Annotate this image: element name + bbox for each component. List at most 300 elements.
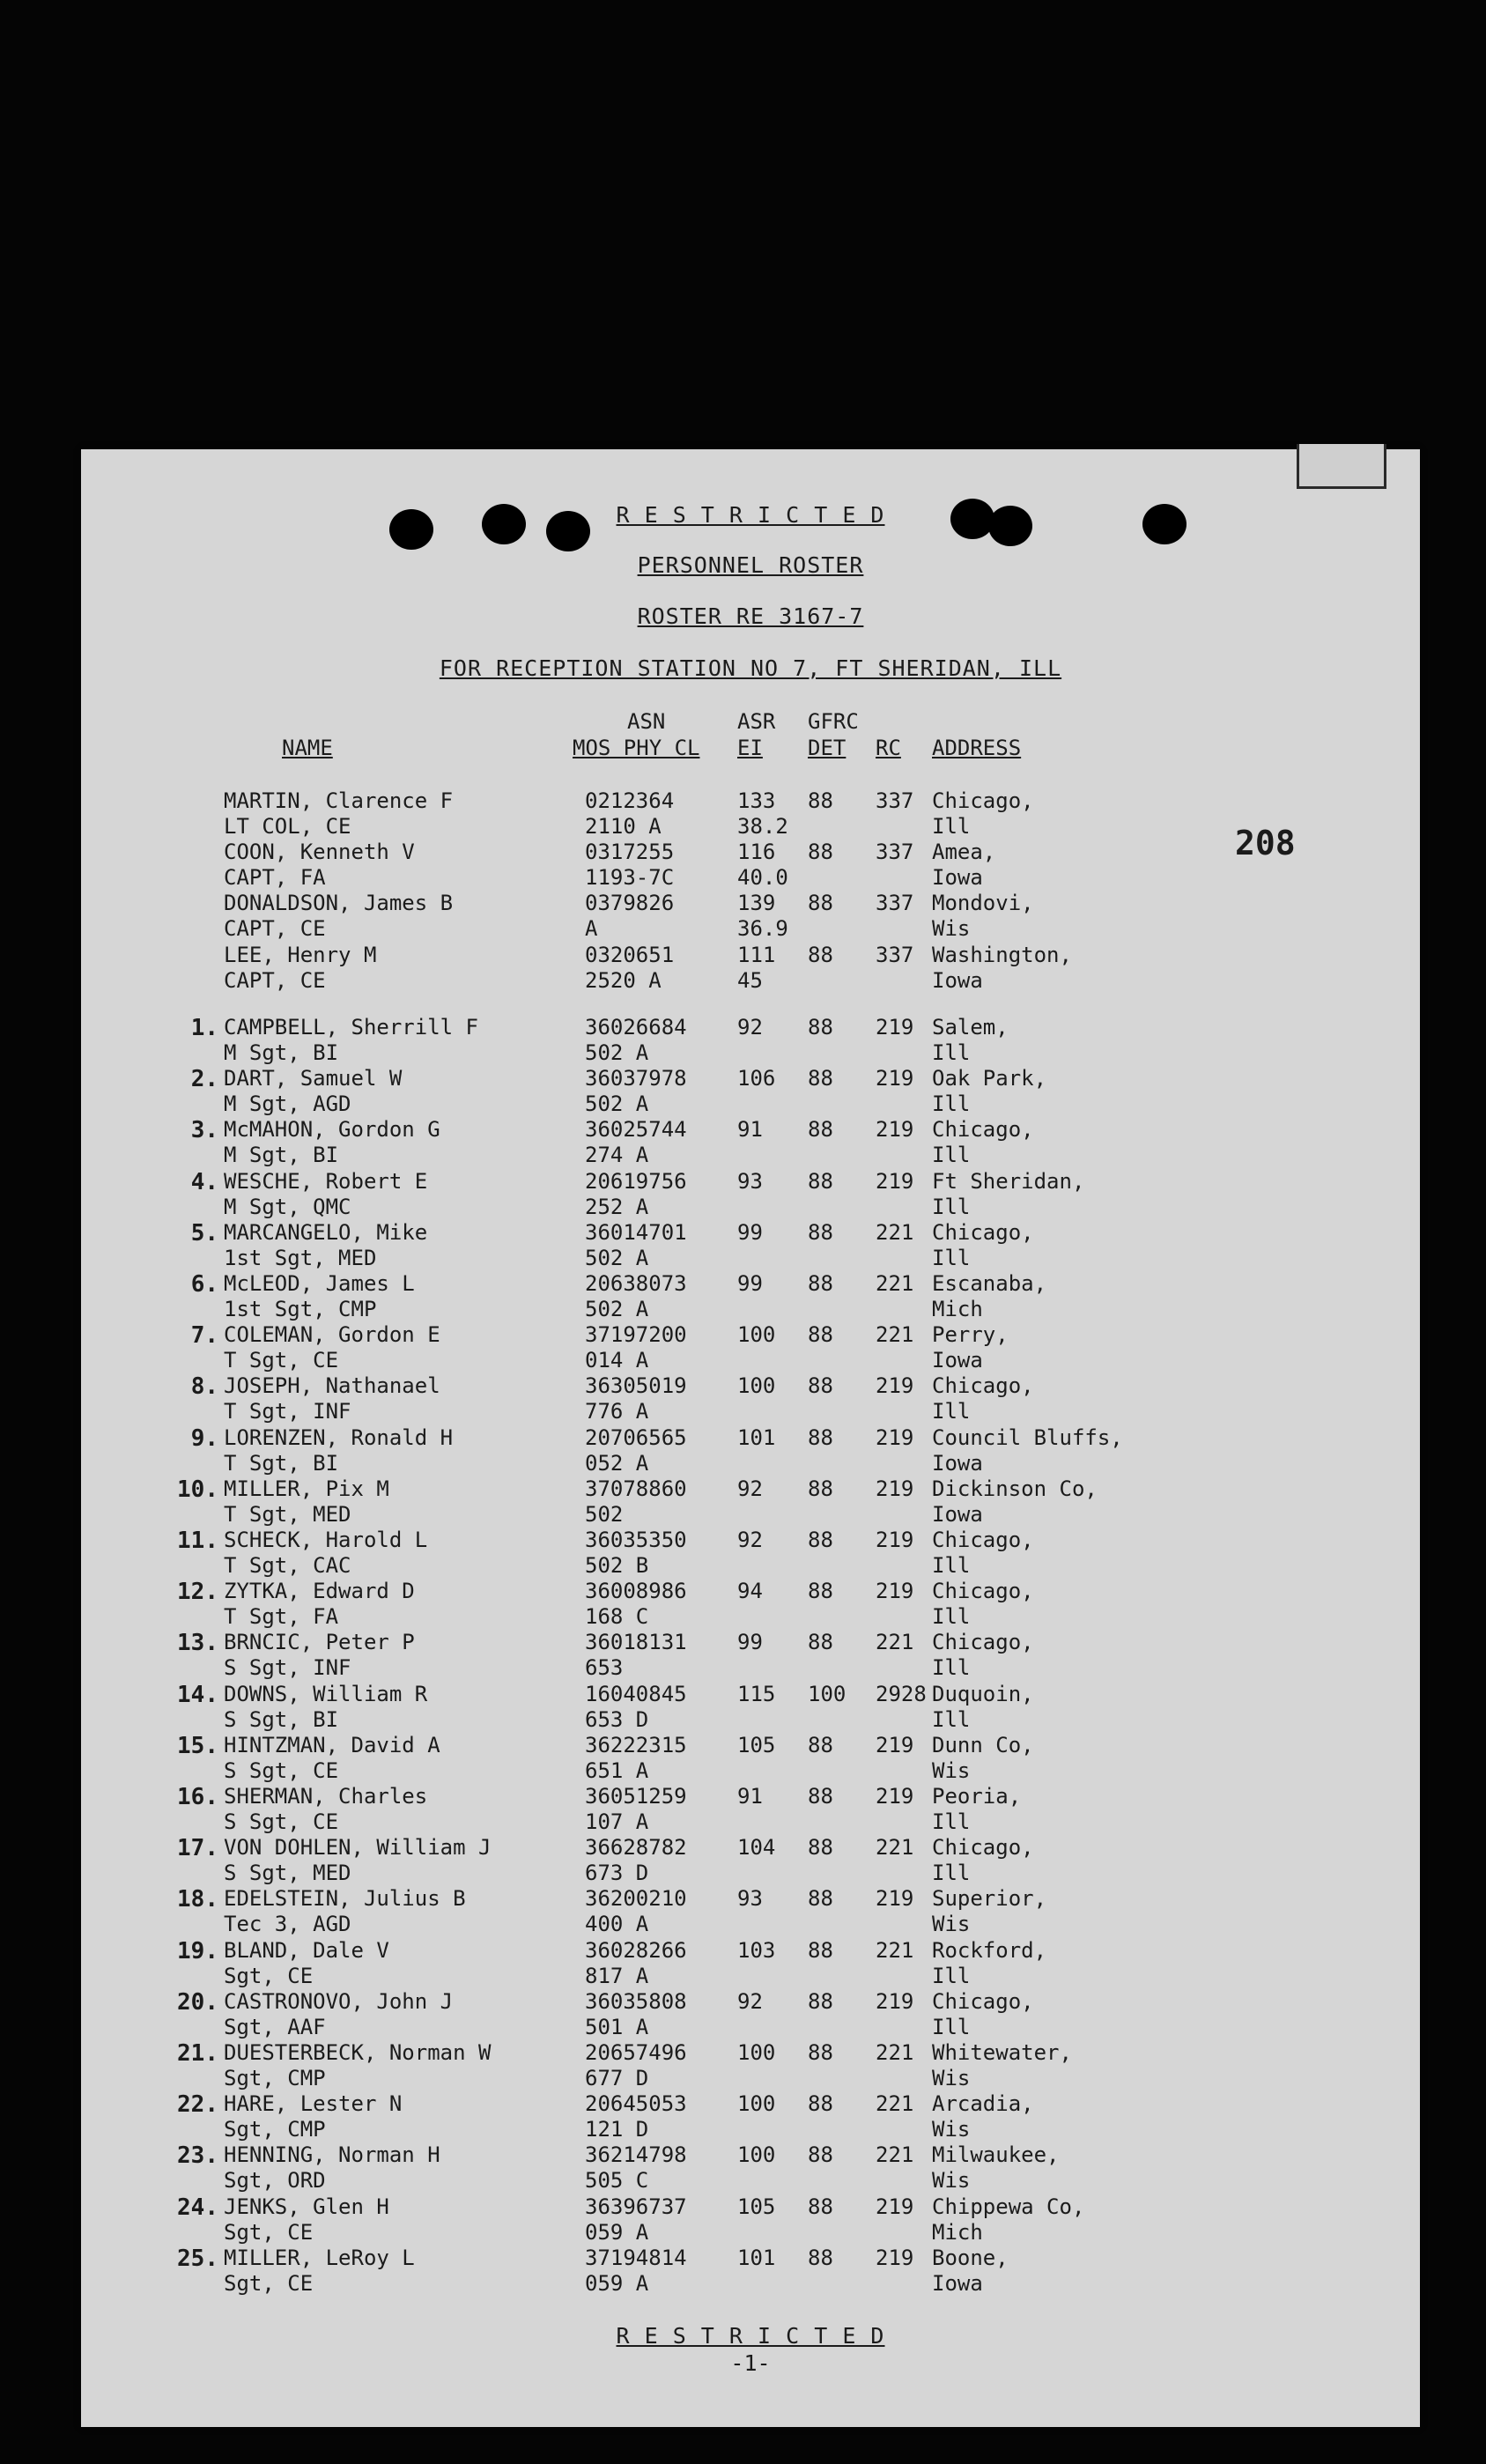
person-rank: T Sgt, FA xyxy=(224,1604,339,1630)
rc-value: 221 xyxy=(876,2091,914,2117)
address-city: Chicago, xyxy=(932,1630,1034,1655)
person-rank: T Sgt, CAC xyxy=(224,1553,351,1578)
row-number: 15. xyxy=(177,1732,218,1759)
det-value: 88 xyxy=(808,1988,833,2014)
address-state: Wis xyxy=(932,2168,971,2194)
det-value: 88 xyxy=(808,2142,833,2168)
row-number: 3. xyxy=(190,1117,218,1144)
col-asr: ASR xyxy=(737,709,776,734)
asr-value: 91 xyxy=(737,1784,763,1809)
address-state: Ill xyxy=(932,1194,971,1219)
rc-value: 221 xyxy=(876,2142,914,2168)
asr-value: 133 xyxy=(737,788,776,813)
rc-value: 221 xyxy=(876,1322,914,1348)
det-value: 88 xyxy=(808,1732,833,1757)
mos-phy-cl: 2520 A xyxy=(585,967,662,993)
person-name: CASTRONOVO, John J xyxy=(224,1988,454,2014)
address-city: Chicago, xyxy=(932,1579,1034,1604)
address-city: Chicago, xyxy=(932,1219,1034,1245)
address-city: Washington, xyxy=(932,942,1072,967)
person-rank: CAPT, CE xyxy=(224,916,326,942)
asr-value: 92 xyxy=(737,1528,763,1552)
person-name: DUESTERBECK, Norman W xyxy=(224,2040,492,2065)
mos-phy-cl: 1193-7C xyxy=(585,865,675,891)
address-city: Arcadia, xyxy=(932,2091,1034,2117)
person-rank: Sgt, CE xyxy=(224,2270,314,2296)
asn-value: 36025744 xyxy=(585,1117,687,1143)
asr-value: 106 xyxy=(737,1066,776,1091)
person-name: COON, Kenneth V xyxy=(224,840,415,865)
det-value: 88 xyxy=(808,1168,833,1194)
person-rank: Sgt, ORD xyxy=(224,2168,326,2194)
col-det: DET xyxy=(808,736,847,760)
asr-value: 100 xyxy=(737,1322,776,1348)
mos-phy-cl: 817 A xyxy=(585,1963,649,1988)
ei-value: 45 xyxy=(737,967,763,993)
person-rank: Sgt, CE xyxy=(224,1963,314,1988)
restricted-header: R E S T R I C T E D xyxy=(616,502,885,528)
asr-value: 101 xyxy=(737,2245,776,2270)
person-name: LORENZEN, Ronald H xyxy=(224,1424,454,1450)
address-city: Perry, xyxy=(932,1322,1009,1348)
row-number: 13. xyxy=(177,1630,218,1657)
asn-value: 36628782 xyxy=(585,1835,687,1861)
det-value: 88 xyxy=(808,942,833,967)
rc-value: 2928 xyxy=(876,1681,927,1706)
asr-value: 100 xyxy=(737,2040,776,2065)
asr-value: 94 xyxy=(737,1579,763,1604)
address-state: Ill xyxy=(932,1143,971,1168)
rc-value: 219 xyxy=(876,1528,914,1552)
mos-phy-cl: 502 A xyxy=(585,1297,649,1321)
ei-value: 36.9 xyxy=(737,916,788,942)
person-rank: 1st Sgt, MED xyxy=(224,1245,377,1270)
col-name: NAME xyxy=(282,736,333,760)
mos-phy-cl: 653 xyxy=(585,1655,624,1681)
asn-value: 36051259 xyxy=(585,1784,687,1809)
mos-phy-cl: 502 A xyxy=(585,1091,649,1117)
rc-value: 219 xyxy=(876,1117,914,1143)
det-value: 88 xyxy=(808,2091,833,2117)
person-rank: Tec 3, AGD xyxy=(224,1912,351,1937)
row-number: 22. xyxy=(177,2091,218,2119)
rc-value: 219 xyxy=(876,1373,914,1399)
det-value: 88 xyxy=(808,1424,833,1450)
person-rank: S Sgt, CE xyxy=(224,1757,339,1783)
address-city: Peoria, xyxy=(932,1784,1022,1809)
asr-value: 101 xyxy=(737,1424,776,1450)
row-number: 19. xyxy=(177,1937,218,1965)
mos-phy-cl: A xyxy=(585,916,598,942)
address-city: Chicago, xyxy=(932,1373,1034,1399)
det-value: 88 xyxy=(808,1630,833,1655)
asr-value: 99 xyxy=(737,1271,763,1296)
person-name: HINTZMAN, David A xyxy=(224,1732,440,1757)
asn-value: 20657496 xyxy=(585,2040,687,2065)
mos-phy-cl: 502 xyxy=(585,1501,624,1527)
address-state: Wis xyxy=(932,1757,971,1783)
person-name: McLEOD, James L xyxy=(224,1271,415,1296)
person-rank: CAPT, FA xyxy=(224,865,326,891)
asn-value: 36222315 xyxy=(585,1732,687,1757)
asr-value: 116 xyxy=(737,840,776,865)
asn-value: 36008986 xyxy=(585,1579,687,1604)
address-city: Chicago, xyxy=(932,788,1034,813)
address-state: Iowa xyxy=(932,1450,983,1476)
asr-value: 104 xyxy=(737,1835,776,1861)
asr-value: 100 xyxy=(737,2091,776,2117)
person-name: LEE, Henry M xyxy=(224,942,377,967)
col-gfrc: GFRC xyxy=(808,709,859,734)
person-rank: Sgt, CE xyxy=(224,2219,314,2245)
asn-value: 36200210 xyxy=(585,1886,687,1912)
row-number: 4. xyxy=(190,1168,218,1195)
mos-phy-cl: 059 A xyxy=(585,2270,649,2296)
det-value: 88 xyxy=(808,2194,833,2219)
address-state: Iowa xyxy=(932,967,983,993)
restricted-footer: R E S T R I C T E D xyxy=(616,2323,885,2349)
rc-value: 219 xyxy=(876,2194,914,2219)
det-value: 88 xyxy=(808,1835,833,1861)
address-city: Milwaukee, xyxy=(932,2142,1060,2168)
det-value: 88 xyxy=(808,1219,833,1245)
det-value: 100 xyxy=(808,1681,847,1706)
rc-value: 219 xyxy=(876,1579,914,1604)
asr-value: 103 xyxy=(737,1937,776,1963)
address-city: Chippewa Co, xyxy=(932,2194,1085,2219)
address-state: Iowa xyxy=(932,1348,983,1373)
address-city: Chicago, xyxy=(932,1988,1034,2014)
asr-value: 99 xyxy=(737,1630,763,1655)
rc-value: 221 xyxy=(876,1835,914,1861)
mos-phy-cl: 502 B xyxy=(585,1553,649,1578)
address-state: Iowa xyxy=(932,1501,983,1527)
det-value: 88 xyxy=(808,1937,833,1963)
person-rank: T Sgt, INF xyxy=(224,1399,351,1424)
person-name: HENNING, Norman H xyxy=(224,2142,440,2168)
document-title: PERSONNEL ROSTER xyxy=(637,552,864,578)
row-number: 1. xyxy=(190,1015,218,1041)
row-number: 18. xyxy=(177,1886,218,1913)
ei-value: 40.0 xyxy=(737,865,788,891)
person-rank: M Sgt, BI xyxy=(224,1143,339,1168)
row-number: 5. xyxy=(190,1219,218,1247)
address-state: Ill xyxy=(932,1399,971,1424)
mos-phy-cl: 014 A xyxy=(585,1348,649,1373)
mos-phy-cl: 168 C xyxy=(585,1604,649,1630)
address-city: Duquoin, xyxy=(932,1681,1034,1706)
det-value: 88 xyxy=(808,1579,833,1604)
rc-value: 219 xyxy=(876,1784,914,1809)
row-number: 10. xyxy=(177,1476,218,1503)
row-number: 21. xyxy=(177,2040,218,2067)
person-name: COLEMAN, Gordon E xyxy=(224,1322,440,1348)
asn-value: 20638073 xyxy=(585,1271,687,1296)
person-name: ZYTKA, Edward D xyxy=(224,1579,415,1604)
address-state: Ill xyxy=(932,1706,971,1732)
asn-value: 36035350 xyxy=(585,1528,687,1552)
asn-value: 20645053 xyxy=(585,2091,687,2117)
asr-value: 93 xyxy=(737,1168,763,1194)
row-number: 7. xyxy=(190,1322,218,1350)
person-name: DONALDSON, James B xyxy=(224,891,454,916)
det-value: 88 xyxy=(808,1784,833,1809)
roster-number: ROSTER RE 3167-7 xyxy=(637,603,864,629)
address-city: Dunn Co, xyxy=(932,1732,1034,1757)
row-number: 12. xyxy=(177,1579,218,1606)
person-rank: M Sgt, AGD xyxy=(224,1091,351,1117)
det-value: 88 xyxy=(808,891,833,916)
mos-phy-cl: 107 A xyxy=(585,1809,649,1834)
person-name: VON DOHLEN, William J xyxy=(224,1835,492,1861)
address-city: Chicago, xyxy=(932,1835,1034,1861)
det-value: 88 xyxy=(808,1271,833,1296)
person-name: WESCHE, Robert E xyxy=(224,1168,428,1194)
asn-value: 36028266 xyxy=(585,1937,687,1963)
asn-value: 0212364 xyxy=(585,788,675,813)
mos-phy-cl: 121 D xyxy=(585,2117,649,2142)
address-city: Amea, xyxy=(932,840,996,865)
rc-value: 219 xyxy=(876,1015,914,1040)
row-number: 16. xyxy=(177,1784,218,1810)
asr-value: 100 xyxy=(737,2142,776,2168)
address-state: Wis xyxy=(932,916,971,942)
address-city: Boone, xyxy=(932,2245,1009,2270)
row-number: 2. xyxy=(190,1066,218,1093)
asr-value: 139 xyxy=(737,891,776,916)
person-name: CAMPBELL, Sherrill F xyxy=(224,1015,478,1040)
rc-value: 337 xyxy=(876,788,914,813)
person-rank: T Sgt, BI xyxy=(224,1450,339,1476)
rc-value: 337 xyxy=(876,840,914,865)
person-name: EDELSTEIN, Julius B xyxy=(224,1886,466,1912)
asn-value: 36026684 xyxy=(585,1015,687,1040)
asn-value: 0320651 xyxy=(585,942,675,967)
det-value: 88 xyxy=(808,1015,833,1040)
det-value: 88 xyxy=(808,1528,833,1552)
asr-value: 105 xyxy=(737,1732,776,1757)
address-state: Ill xyxy=(932,1861,971,1886)
address-state: Wis xyxy=(932,1912,971,1937)
det-value: 88 xyxy=(808,840,833,865)
asn-value: 36396737 xyxy=(585,2194,687,2219)
rc-value: 219 xyxy=(876,1168,914,1194)
address-state: Wis xyxy=(932,2117,971,2142)
person-rank: M Sgt, BI xyxy=(224,1040,339,1065)
asr-value: 92 xyxy=(737,1988,763,2014)
page-number: -1- xyxy=(730,2350,771,2376)
address-city: Whitewater, xyxy=(932,2040,1072,2065)
asr-value: 93 xyxy=(737,1886,763,1912)
mos-phy-cl: 059 A xyxy=(585,2219,649,2245)
rc-value: 219 xyxy=(876,1988,914,2014)
person-name: BLAND, Dale V xyxy=(224,1937,389,1963)
col-rc: RC xyxy=(876,736,901,760)
asr-value: 100 xyxy=(737,1373,776,1399)
det-value: 88 xyxy=(808,1117,833,1143)
asr-value: 91 xyxy=(737,1117,763,1143)
rc-value: 219 xyxy=(876,1066,914,1091)
row-number: 6. xyxy=(190,1271,218,1298)
person-rank: Sgt, CMP xyxy=(224,2066,326,2090)
asn-value: 0317255 xyxy=(585,840,675,865)
rc-value: 221 xyxy=(876,1219,914,1245)
mos-phy-cl: 400 A xyxy=(585,1912,649,1937)
rc-value: 221 xyxy=(876,2040,914,2065)
address-state: Ill xyxy=(932,1245,971,1270)
station-line: FOR RECEPTION STATION NO 7, FT SHERIDAN, ILL xyxy=(439,655,1062,681)
asn-value: 36014701 xyxy=(585,1219,687,1245)
mos-phy-cl: 651 A xyxy=(585,1757,649,1783)
asn-value: 16040845 xyxy=(585,1681,687,1706)
address-city: Salem, xyxy=(932,1015,1009,1040)
address-state: Ill xyxy=(932,814,971,839)
address-state: Ill xyxy=(932,1655,971,1681)
person-name: McMAHON, Gordon G xyxy=(224,1117,440,1143)
rc-value: 221 xyxy=(876,1271,914,1296)
person-name: HARE, Lester N xyxy=(224,2091,403,2117)
mos-phy-cl: 252 A xyxy=(585,1194,649,1219)
person-rank: Sgt, CMP xyxy=(224,2117,326,2142)
person-rank: S Sgt, INF xyxy=(224,1655,351,1681)
address-state: Ill xyxy=(932,1040,971,1065)
person-rank: 1st Sgt, CMP xyxy=(224,1297,377,1321)
address-city: Superior, xyxy=(932,1886,1047,1912)
asr-value: 92 xyxy=(737,1476,763,1501)
col-mos: MOS PHY CL xyxy=(573,736,700,760)
row-number: 14. xyxy=(177,1681,218,1708)
asr-value: 99 xyxy=(737,1219,763,1245)
address-state: Ill xyxy=(932,1809,971,1834)
mos-phy-cl: 2110 A xyxy=(585,814,662,839)
address-state: Ill xyxy=(932,1553,971,1578)
person-name: MARCANGELO, Mike xyxy=(224,1219,428,1245)
address-city: Rockford, xyxy=(932,1937,1047,1963)
rc-value: 337 xyxy=(876,942,914,967)
det-value: 88 xyxy=(808,1886,833,1912)
asr-value: 115 xyxy=(737,1681,776,1706)
det-value: 88 xyxy=(808,1066,833,1091)
address-state: Mich xyxy=(932,1297,983,1321)
det-value: 88 xyxy=(808,788,833,813)
mos-phy-cl: 673 D xyxy=(585,1861,649,1886)
address-state: Ill xyxy=(932,1091,971,1117)
person-name: DOWNS, William R xyxy=(224,1681,428,1706)
ei-value: 38.2 xyxy=(737,814,788,839)
mos-phy-cl: 502 A xyxy=(585,1040,649,1065)
det-value: 88 xyxy=(808,1373,833,1399)
address-state: Ill xyxy=(932,1604,971,1630)
mos-phy-cl: 052 A xyxy=(585,1450,649,1476)
asn-value: 37197200 xyxy=(585,1322,687,1348)
person-rank: S Sgt, BI xyxy=(224,1706,339,1732)
col-address: ADDRESS xyxy=(932,736,1022,760)
rc-value: 221 xyxy=(876,1630,914,1655)
mos-phy-cl: 501 A xyxy=(585,2014,649,2039)
person-rank: T Sgt, CE xyxy=(224,1348,339,1373)
rc-value: 219 xyxy=(876,1886,914,1912)
asn-value: 36305019 xyxy=(585,1373,687,1399)
person-name: MILLER, Pix M xyxy=(224,1476,389,1501)
address-city: Chicago, xyxy=(932,1117,1034,1143)
asn-value: 36018131 xyxy=(585,1630,687,1655)
row-number: 20. xyxy=(177,1988,218,2016)
mos-phy-cl: 502 A xyxy=(585,1245,649,1270)
det-value: 88 xyxy=(808,2245,833,2270)
asn-value: 37078860 xyxy=(585,1476,687,1501)
mos-phy-cl: 776 A xyxy=(585,1399,649,1424)
row-number: 24. xyxy=(177,2194,218,2221)
address-state: Wis xyxy=(932,2066,971,2090)
address-city: Oak Park, xyxy=(932,1066,1047,1091)
mos-phy-cl: 505 C xyxy=(585,2168,649,2194)
mos-phy-cl: 653 D xyxy=(585,1706,649,1732)
asn-value: 36214798 xyxy=(585,2142,687,2168)
rc-value: 219 xyxy=(876,1732,914,1757)
asn-value: 20706565 xyxy=(585,1424,687,1450)
address-state: Iowa xyxy=(932,865,983,891)
person-rank: LT COL, CE xyxy=(224,814,351,839)
mos-phy-cl: 274 A xyxy=(585,1143,649,1168)
row-number: 23. xyxy=(177,2142,218,2170)
rc-value: 337 xyxy=(876,891,914,916)
person-name: JENKS, Glen H xyxy=(224,2194,389,2219)
address-city: Ft Sheridan, xyxy=(932,1168,1085,1194)
row-number: 8. xyxy=(190,1373,218,1401)
person-name: JOSEPH, Nathanael xyxy=(224,1373,440,1399)
asr-value: 105 xyxy=(737,2194,776,2219)
person-rank: T Sgt, MED xyxy=(224,1501,351,1527)
person-name: BRNCIC, Peter P xyxy=(224,1630,415,1655)
rc-value: 221 xyxy=(876,1937,914,1963)
person-rank: M Sgt, QMC xyxy=(224,1194,351,1219)
person-name: MILLER, LeRoy L xyxy=(224,2245,415,2270)
person-rank: CAPT, CE xyxy=(224,967,326,993)
address-city: Dickinson Co, xyxy=(932,1476,1098,1501)
address-state: Iowa xyxy=(932,2270,983,2296)
folder-tab xyxy=(1297,444,1386,489)
address-city: Escanaba, xyxy=(932,1271,1047,1296)
row-number: 11. xyxy=(177,1528,218,1554)
address-state: Ill xyxy=(932,1963,971,1988)
asn-value: 36037978 xyxy=(585,1066,687,1091)
row-number: 25. xyxy=(177,2245,218,2272)
address-state: Ill xyxy=(932,2014,971,2039)
rc-value: 219 xyxy=(876,1476,914,1501)
det-value: 88 xyxy=(808,1476,833,1501)
row-number: 17. xyxy=(177,1835,218,1862)
address-state: Mich xyxy=(932,2219,983,2245)
person-name: SHERMAN, Charles xyxy=(224,1784,428,1809)
col-ei: EI xyxy=(737,736,763,760)
asr-value: 111 xyxy=(737,942,776,967)
asn-value: 37194814 xyxy=(585,2245,687,2270)
mos-phy-cl: 677 D xyxy=(585,2066,649,2090)
asn-value: 20619756 xyxy=(585,1168,687,1194)
person-rank: S Sgt, CE xyxy=(224,1809,339,1834)
page-stamp: 208 xyxy=(1235,824,1296,862)
rc-value: 219 xyxy=(876,1424,914,1450)
person-rank: S Sgt, MED xyxy=(224,1861,351,1886)
asr-value: 92 xyxy=(737,1015,763,1040)
asn-value: 0379826 xyxy=(585,891,675,916)
person-name: DART, Samuel W xyxy=(224,1066,403,1091)
asn-value: 36035808 xyxy=(585,1988,687,2014)
person-name: SCHECK, Harold L xyxy=(224,1528,428,1552)
address-city: Council Bluffs, xyxy=(932,1424,1123,1450)
address-city: Mondovi, xyxy=(932,891,1034,916)
col-asn: ASN xyxy=(627,709,666,734)
